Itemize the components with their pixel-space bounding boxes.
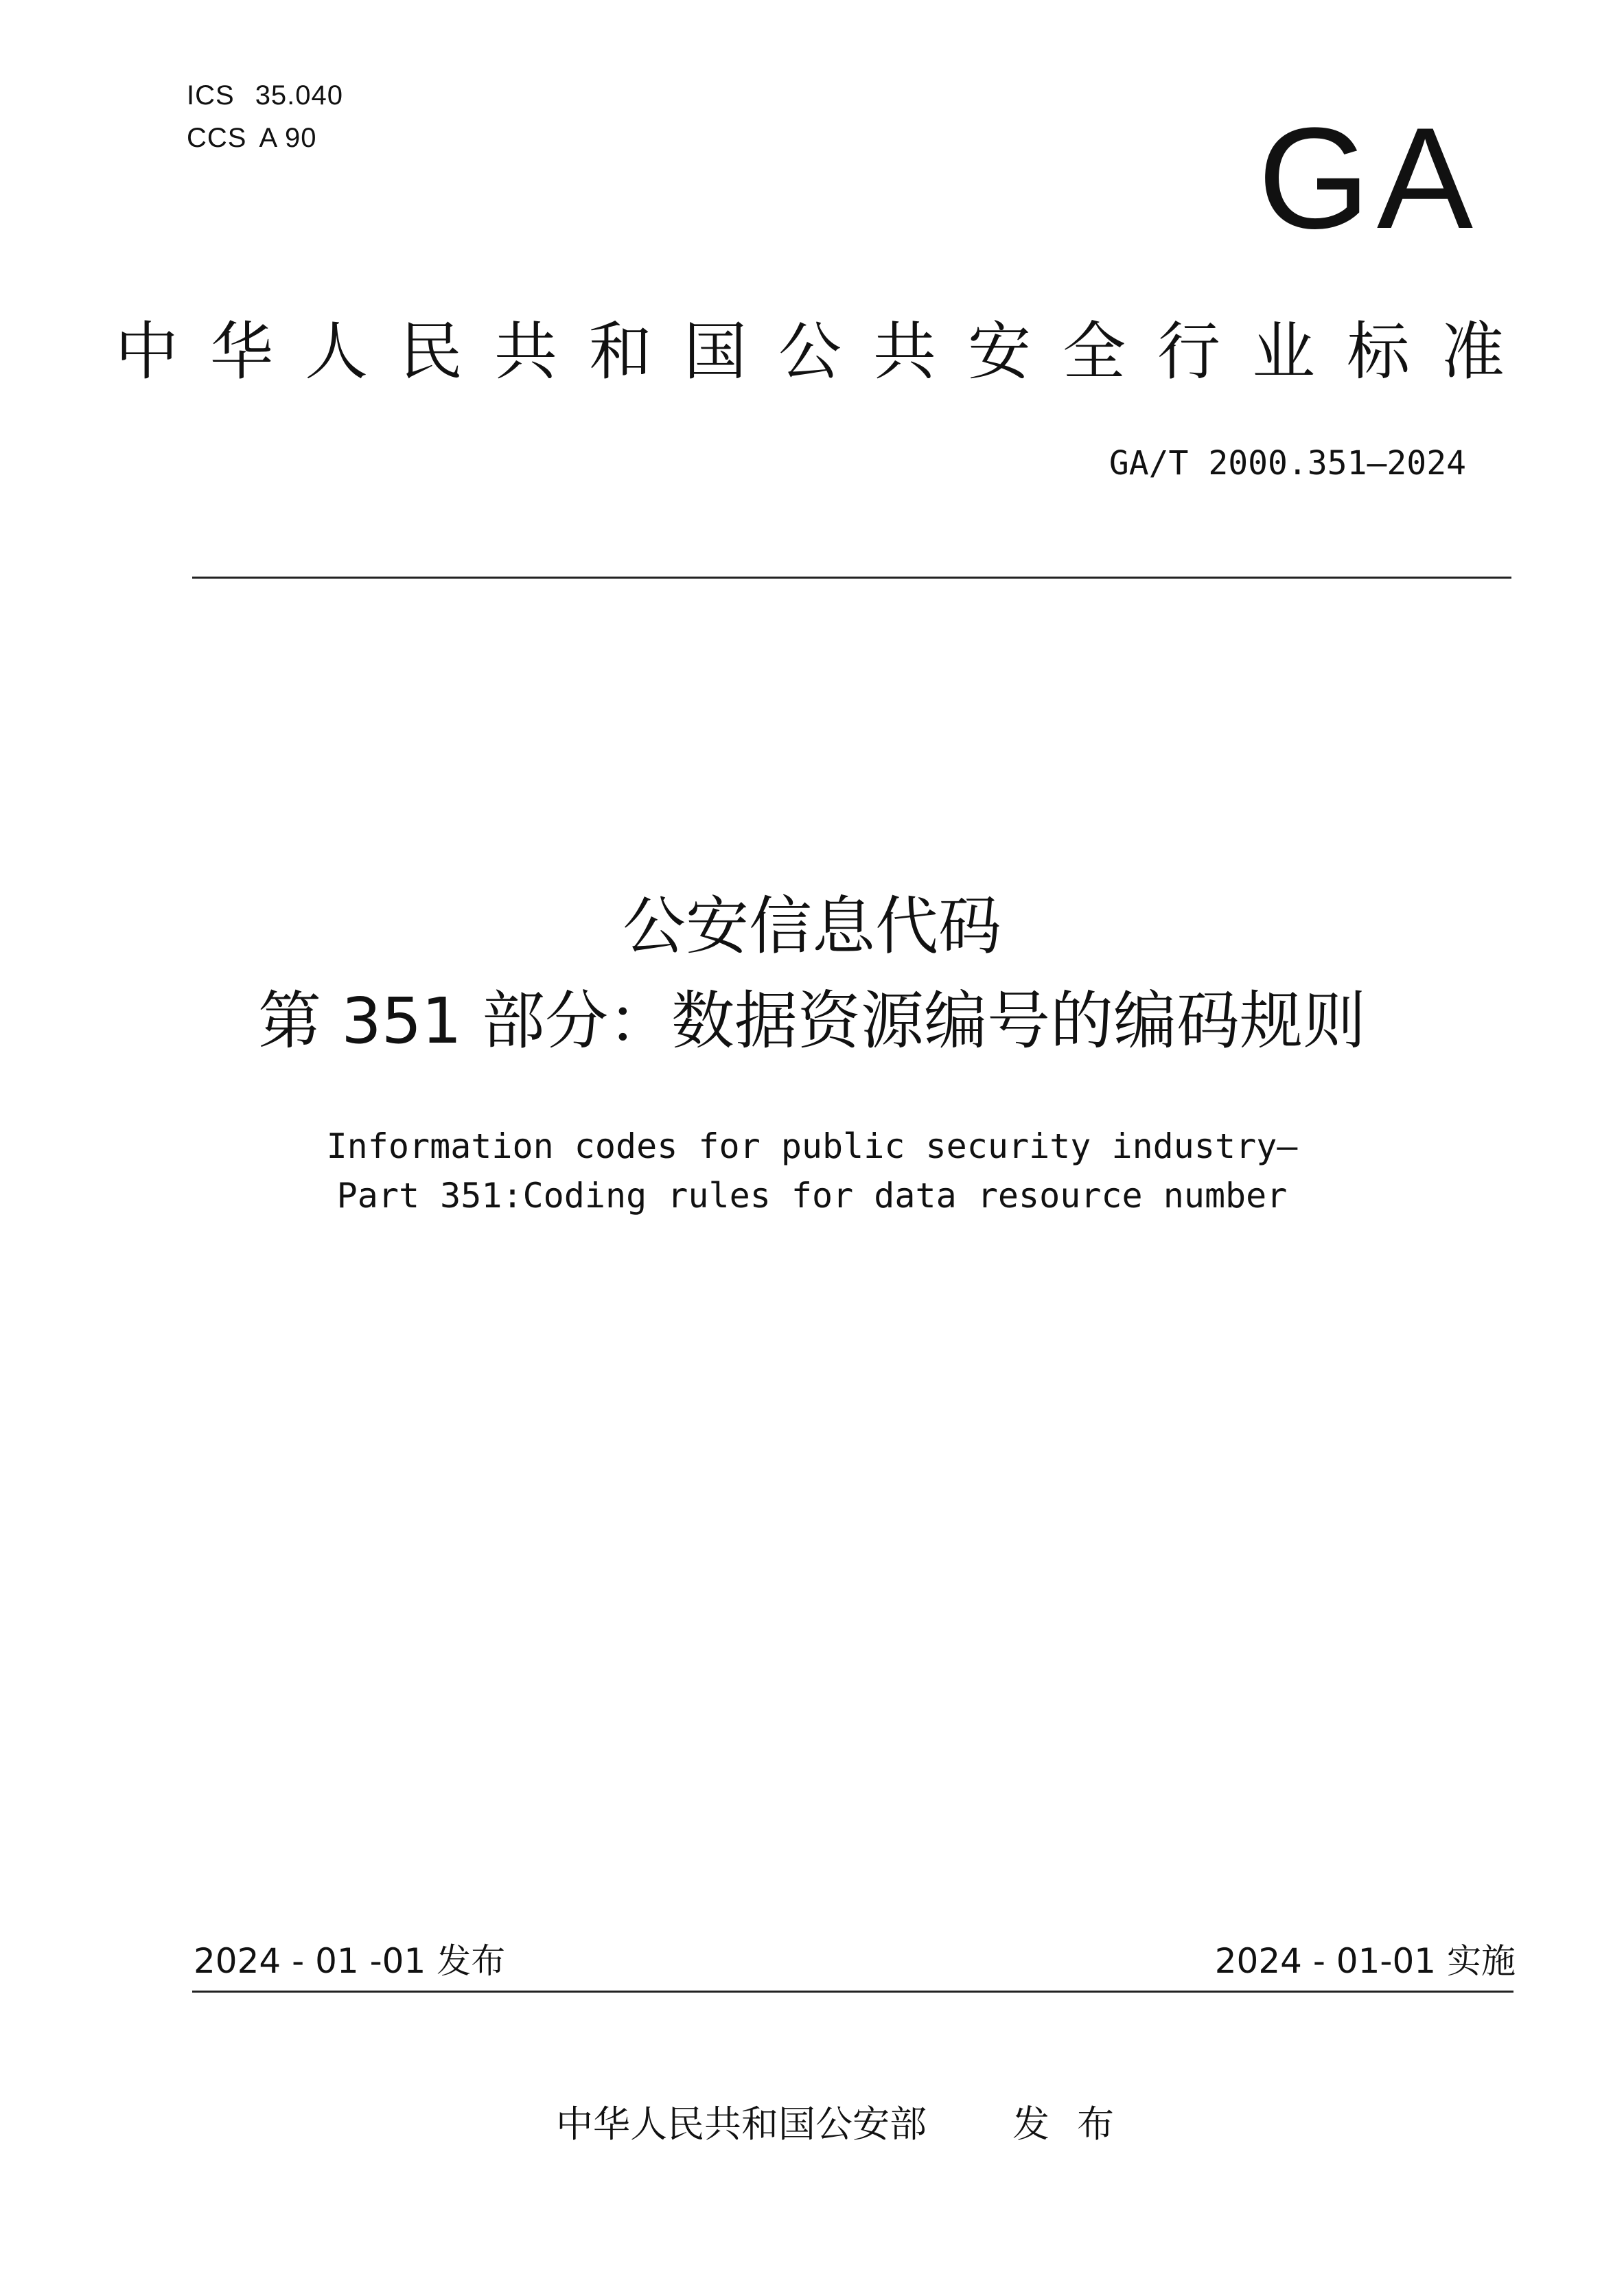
ccs-label: CCS bbox=[187, 123, 247, 153]
title-zh-line1: 公安信息代码 bbox=[622, 890, 1001, 963]
standard-type-heading: 中华人民共和国公共安全行业标准 bbox=[115, 315, 1536, 389]
ics-value: 35.040 bbox=[255, 80, 344, 111]
issuing-authority: 中华人民共和国公安部 bbox=[556, 2102, 927, 2146]
ics-line bbox=[187, 74, 343, 117]
ics-label: ICS bbox=[187, 80, 235, 111]
header-divider bbox=[192, 577, 1511, 579]
footer-divider bbox=[192, 1991, 1513, 1993]
classification-codes bbox=[187, 74, 343, 159]
issued-label: 发布 bbox=[1012, 2102, 1141, 2146]
ga-logo: GA bbox=[1257, 97, 1480, 259]
ccs-line bbox=[187, 117, 343, 159]
standard-number: GA/T 2000.351—2024 bbox=[1109, 444, 1466, 483]
ccs-value: A 90 bbox=[259, 123, 317, 153]
title-en-line2: Part 351:Coding rules for data resource number bbox=[336, 1176, 1288, 1216]
implementation-date: 2024 - 01-01 实施 bbox=[1214, 1941, 1516, 1981]
title-zh-line2: 第 351 部分：数据资源编号的编码规则 bbox=[257, 984, 1367, 1058]
title-en-line1: Information codes for public security industry— bbox=[326, 1126, 1298, 1166]
release-date: 2024 - 01 -01 发布 bbox=[194, 1941, 506, 1981]
